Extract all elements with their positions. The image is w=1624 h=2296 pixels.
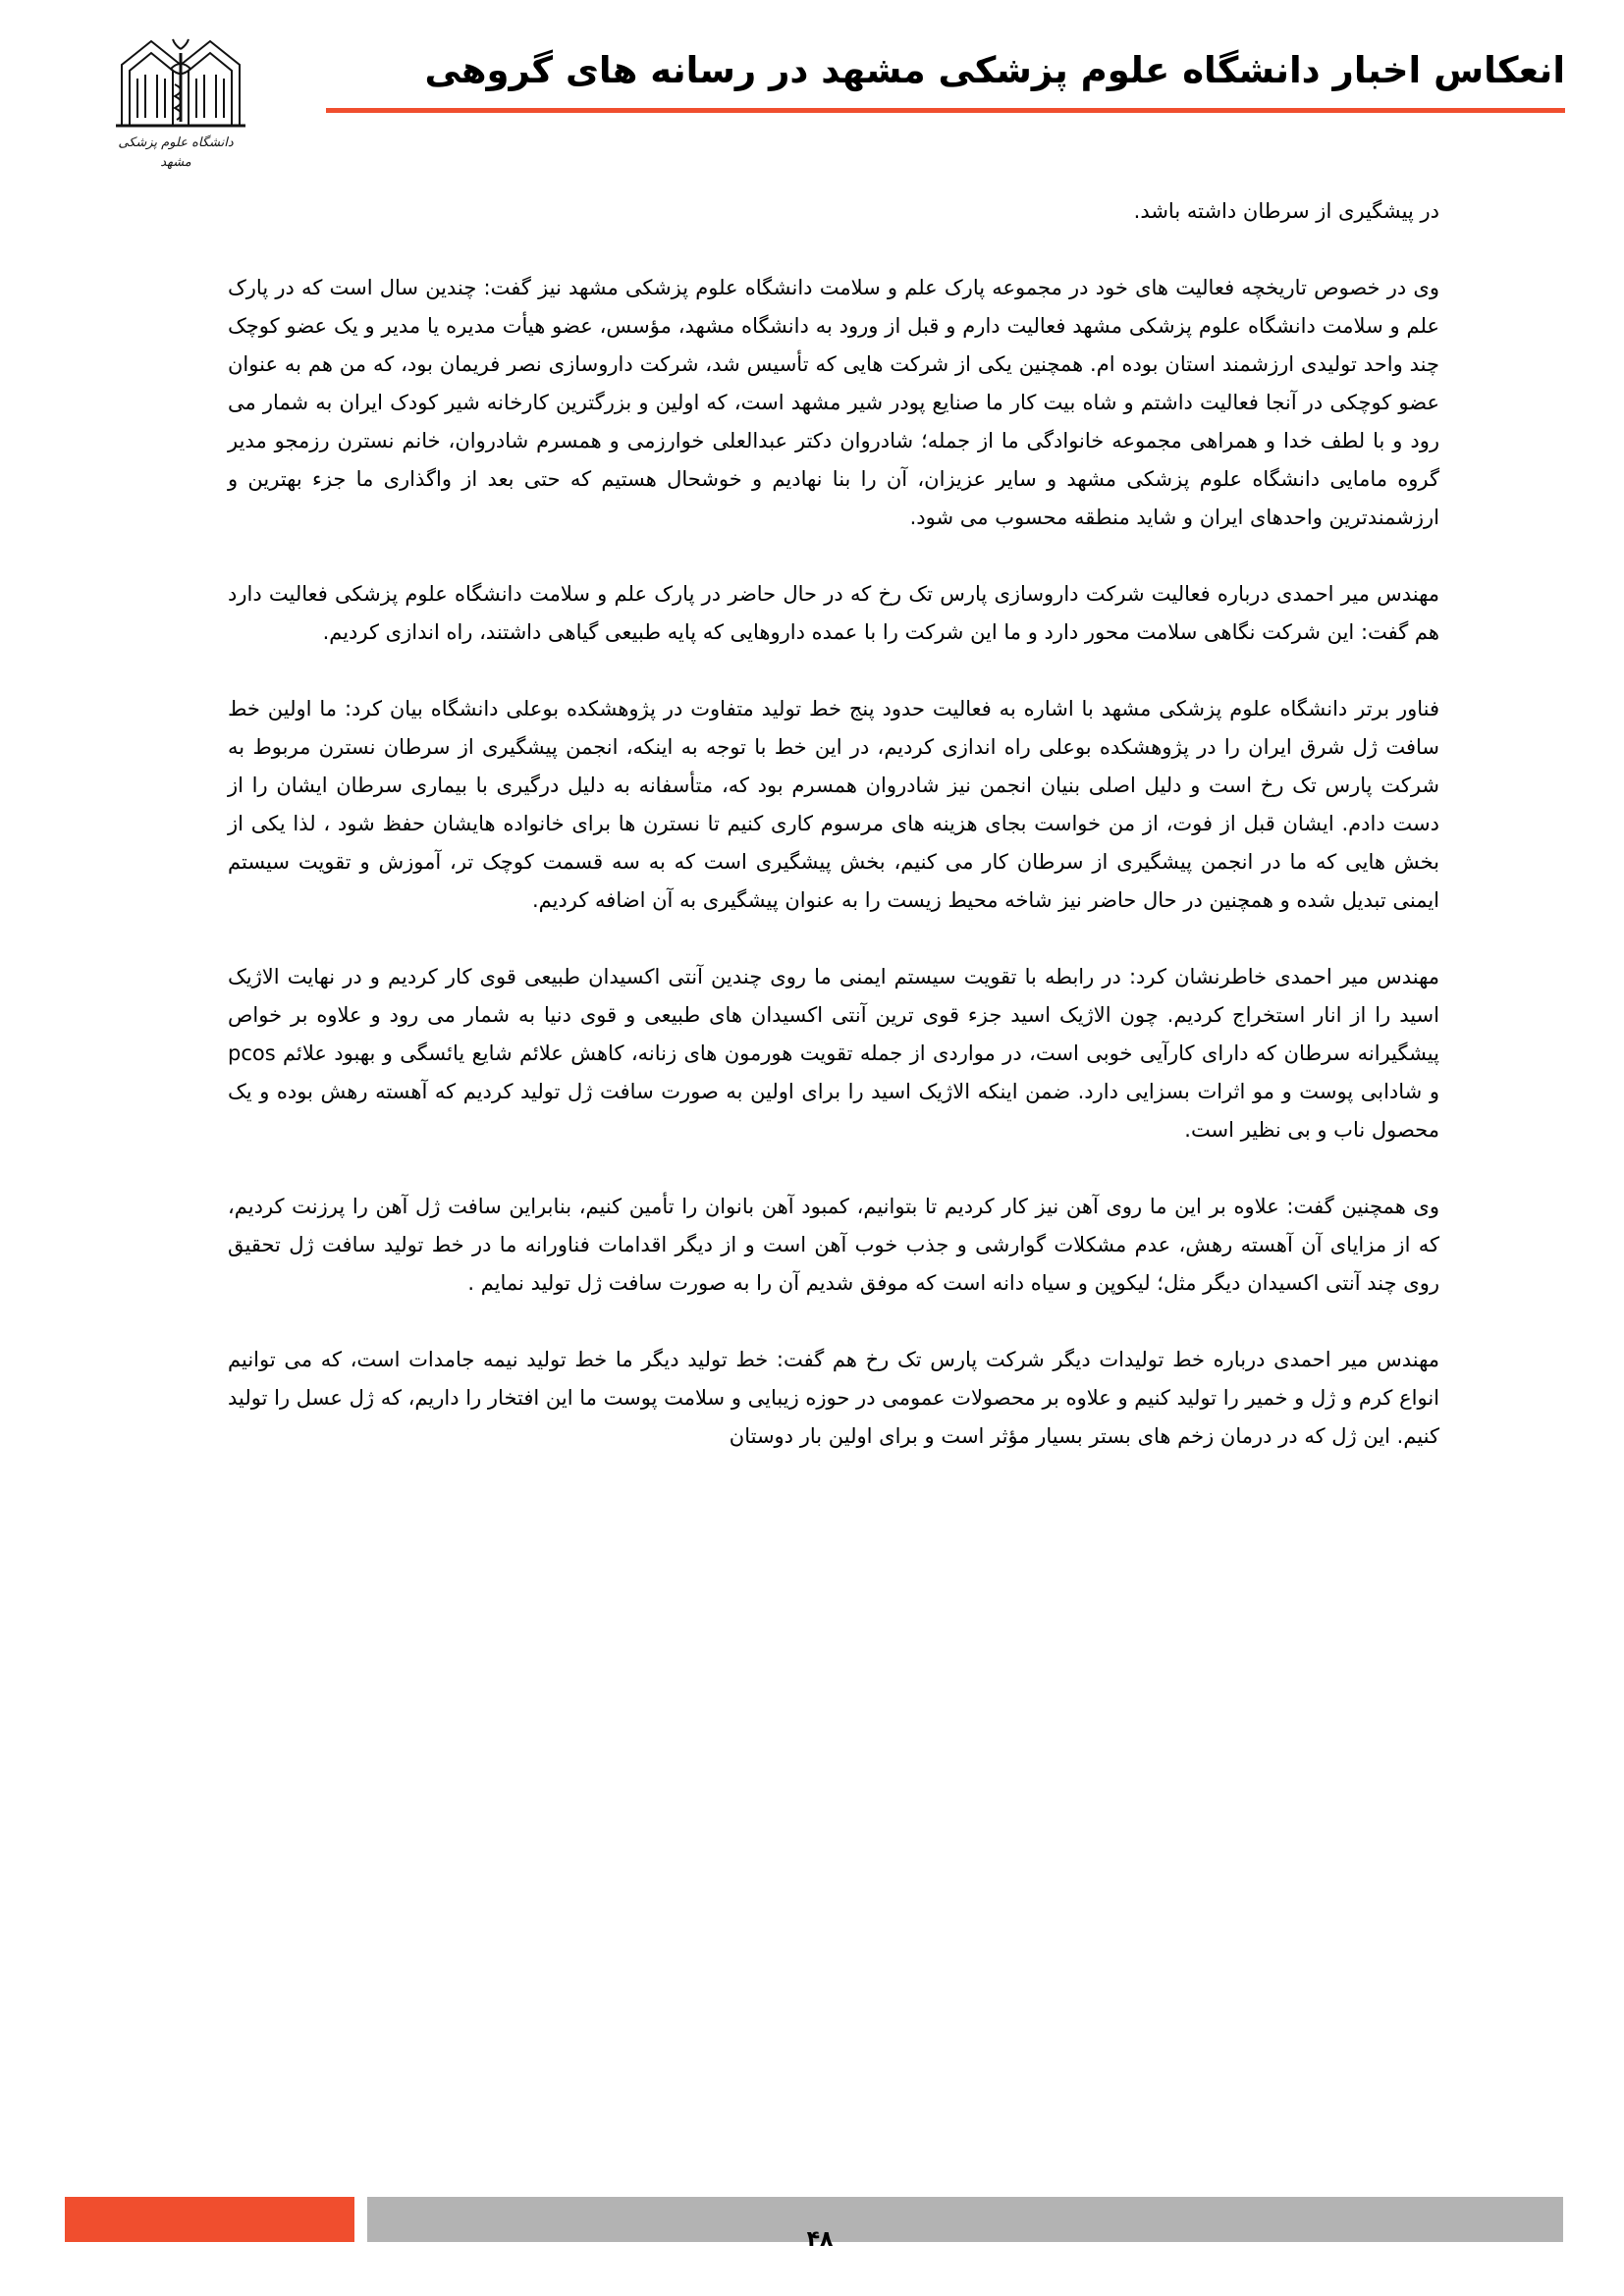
paragraph: فناور برتر دانشگاه علوم پزشکی مشهد با اشاره به فعالیت حدود پنج خط تولید متفاوت در پژوهشکده بوعلی دانشگاه بیان کرد: ما اولین خط سافت ژل شرق ایران را در پژوهشکده بوعلی راه اندازی کردیم، در این خط با توجه به اینکه، انجمن پیشگیری از سرطان نسترن مربوط به شرکت پارس تک رخ است و دلیل اصلی بنیان انجمن نیز شادروان همسرم بود که، متأسفانه به دلیل درگیری با بیماری سرطان ایشان را از دست دادم. ایشان قبل از فوت، از من خواست بجای هزینه های مرسوم کاری کنیم تا نسترن ها برای خانواده هایشان حفظ شود ، لذا یکی از بخش هایی که ما در انجمن پیشگیری از سرطان کار می کنیم، بخش پیشگیری است که به سه قسمت کوچک تر، آموزش و تقویت سیستم ایمنی تبدیل شده و همچنین در حال حاضر نیز شاخه محیط زیست را به عنوان پیشگیری به آن اضافه کردیم. [228, 697, 1439, 912]
footer-gray-bar [367, 2197, 1563, 2242]
page-number: ۴۸ [806, 2227, 834, 2252]
paragraph: مهندس میر احمدی درباره فعالیت شرکت داروسازی پارس تک رخ که در حال حاضر در پارک علم و سلامت دانشگاه علوم پزشکی فعالیت دارد هم گفت: این شرکت نگاهی سلامت محور دارد و ما این شرکت را با عمده داروهایی که پایه طبیعی گیاهی داشتند، راه اندازی کردیم. [228, 582, 1439, 644]
page-header-title: انعکاس اخبار دانشگاه علوم پزشکی مشهد در رسانه های گروهی [424, 49, 1565, 91]
paragraph: در پیشگیری از سرطان داشته باشد. [1133, 199, 1439, 223]
logo-caption: دانشگاه علوم پزشکی مشهد [118, 135, 234, 170]
footer-accent-bar [65, 2197, 354, 2242]
article-body [228, 192, 1439, 1494]
header-divider [326, 108, 1565, 113]
paragraph: مهندس میر احمدی درباره خط تولیدات دیگر شرکت پارس تک رخ هم گفت: خط تولید دیگر ما خط تولید نیمه جامدات است، که می توانیم انواع کرم و ژل و خمیر را تولید کنیم و علاوه بر محصولات عمومی در حوزه زیبایی و سلامت پوست ما این افتخار را داریم، که ژل عسل را تولید کنیم. این ژل که در درمان زخم های بستر بسیار مؤثر است و برای اولین بار دوستان [228, 1348, 1439, 1448]
paragraph: وی همچنین گفت: علاوه بر این ما روی آهن نیز کار کردیم تا بتوانیم، کمبود آهن بانوان را تأمین کنیم، بنابراین سافت ژل آهن را پرزنت کردیم، که از مزایای آن آهسته رهش، عدم مشکلات گوارشی و جذب خوب آهن است و از دیگر اقدامات فناورانه ما در خط تولید سافت ژل تحقیق روی چند آنتی اکسیدان دیگر مثل؛ لیکوپن و سیاه دانه است که موفق شدیم آن را به صورت سافت ژل تولید نمایم . [228, 1195, 1439, 1295]
paragraph: وی در خصوص تاریخچه فعالیت های خود در مجموعه پارک علم و سلامت دانشگاه علوم پزشکی مشهد نیز گفت: چندین سال است که در پارک علم و سلامت دانشگاه علوم پزشکی مشهد فعالیت دارم و قبل از ورود به دانشگاه مشهد، مؤسس، عضو هیأت مدیره یا مدیر و یک عضو کوچک چند واحد تولیدی ارزشمند استان بوده ام. همچنین یکی از شرکت هایی که تأسیس شد، شرکت داروسازی نصر فریمان بود، که من هم به عنوان عضو کوچکی در آنجا فعالیت داشتم و شاه بیت کار ما صنایع پودر شیر مشهد است، که اولین و بزرگترین کارخانه شیر کودک ایران به شمار می رود و با لطف خدا و همراهی مجموعه خانوادگی ما از جمله؛ شادروان دکتر عبدالعلی خوارزمی و همسرم شادروان، خانم نسترن رزمجو مدیر گروه مامایی دانشگاه علوم پزشکی مشهد و سایر عزیزان، آن را بنا نهادیم و خوشحال هستیم که حتی بعد از واگذاری ما جزء بهترین و ارزشمندترین واحدهای ایران و شاید منطقه محسوب می شود. [228, 276, 1439, 529]
paragraph: مهندس میر احمدی خاطرنشان کرد: در رابطه با تقویت سیستم ایمنی ما روی چندین آنتی اکسیدان طبیعی قوی کار کردیم و در نهایت الاژیک اسید را از انار استخراج کردیم. چون الاژیک اسید جزء قوی ترین آنتی اکسیدان های طبیعی و قوی دنیا به شمار می رود و علاوه بر خواص پیشگیرانه سرطان که دارای کارآیی خوبی است، در مواردی از جمله تقویت هورمون های زنانه، کاهش علائم شایع یائسگی و بهبود علائم pcos و شادابی پوست و مو اثرات بسزایی دارد. ضمن اینکه الاژیک اسید را برای اولین به صورت سافت ژل تولید کردیم که آهسته رهش بوده و یک محصول ناب و بی نظیر است. [228, 965, 1439, 1142]
